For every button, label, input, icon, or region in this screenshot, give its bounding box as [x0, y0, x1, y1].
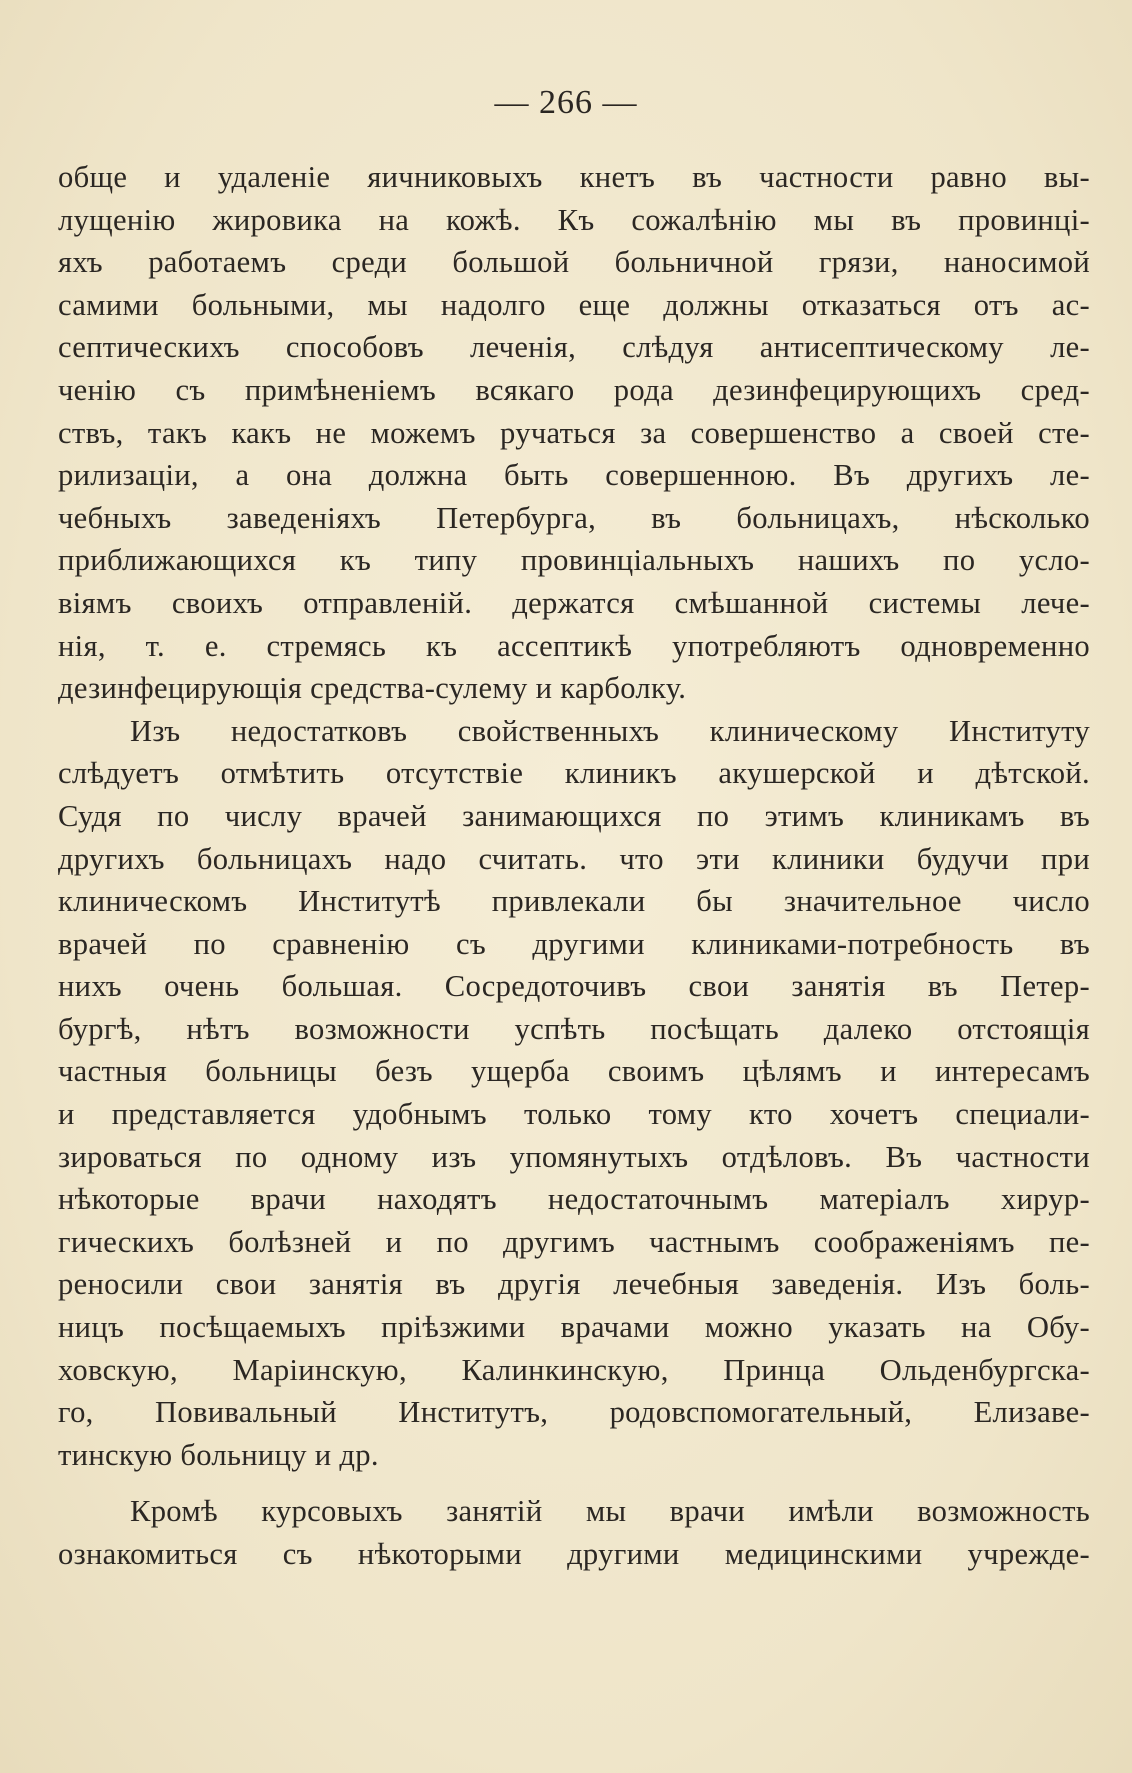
- text-line: яхъ работаемъ среди большой больничной грязи, наносимой: [58, 245, 1090, 280]
- page-number: — 266 —: [494, 84, 638, 121]
- text-line: дезинфецирующія средства-сулему и карболку.: [58, 671, 687, 706]
- text-line: віямъ своихъ отправленій. держатся смѣшанной системы лече-: [58, 585, 1090, 620]
- text-line: зироваться по одному изъ упомянутыхъ отдѣловъ. Въ частности: [58, 1139, 1090, 1174]
- paragraph: [58, 156, 1090, 710]
- text-line: ченію съ примѣненіемъ всякаго рода дезинфецирующихъ сред-: [58, 372, 1090, 407]
- text-line: тинскую больницу и др.: [58, 1437, 379, 1472]
- text-line: нѣкоторые врачи находятъ недостаточнымъ матеріалъ хирур-: [58, 1182, 1090, 1217]
- text-line: лущенію жировика на кожѣ. Къ сожалѣнію мы въ провинці-: [58, 202, 1090, 237]
- text-line: врачей по сравненію съ другими клиниками-потребность въ: [58, 926, 1090, 961]
- text-line: приближающихся къ типу провинціальныхъ нашихъ по усло-: [58, 543, 1090, 578]
- text-line: клиническомъ Институтѣ привлекали бы значительное число: [58, 884, 1090, 919]
- text-line: нихъ очень большая. Сосредоточивъ свои занятія въ Петер-: [58, 969, 1090, 1004]
- text-line: ствъ, такъ какъ не можемъ ручаться за совершенство а своей сте-: [58, 415, 1090, 450]
- text-line: слѣдуетъ отмѣтить отсутствіе клиникъ акушерской и дѣтской.: [58, 756, 1090, 791]
- body-text: [58, 156, 1090, 1576]
- text-line: чебныхъ заведеніяхъ Петербурга, въ больницахъ, нѣсколько: [58, 500, 1090, 535]
- text-line: другихъ больницахъ надо считать. что эти клиники будучи при: [58, 841, 1090, 876]
- text-line: реносили свои занятія въ другія лечебныя заведенія. Изъ боль-: [58, 1267, 1090, 1302]
- text-line: бургѣ, нѣтъ возможности успѣть посѣщать далеко отстоящія: [58, 1011, 1090, 1046]
- text-line: рилизаціи, а она должна быть совершенною. Въ другихъ ле-: [58, 458, 1090, 493]
- text-line: ховскую, Маріинскую, Калинкинскую, Принца Ольденбургска-: [58, 1352, 1090, 1387]
- paragraph: [58, 710, 1090, 1477]
- text-line: обще и удаленіе яичниковыхъ кнетъ въ частности равно вы-: [58, 160, 1090, 194]
- paragraph: [58, 1490, 1090, 1575]
- paragraph-gap: [58, 1476, 1090, 1490]
- text-line: ницъ посѣщаемыхъ пріѣзжими врачами можно указать на Обу-: [58, 1310, 1090, 1345]
- text-line: Судя по числу врачей занимающихся по этимъ клиникамъ въ: [58, 798, 1090, 833]
- text-line: нія, т. е. стремясь къ ассептикѣ употребляютъ одновременно: [58, 628, 1090, 663]
- text-line: го, Повивальный Институтъ, родовспомогательный, Елизаве-: [58, 1395, 1090, 1430]
- text-line: Изъ недостатковъ свойственныхъ клиническому Институту: [130, 713, 1090, 748]
- text-line: гическихъ болѣзней и по другимъ частнымъ соображеніямъ пе-: [58, 1224, 1090, 1259]
- text-line: и представляется удобнымъ только тому кто хочетъ специали-: [58, 1097, 1090, 1132]
- text-line: септическихъ способовъ леченія, слѣдуя антисептическому ле-: [58, 330, 1090, 365]
- text-line: самими больными, мы надолго еще должны отказаться отъ ас-: [58, 287, 1090, 322]
- text-line: ознакомиться съ нѣкоторыми другими медицинскими учрежде-: [58, 1537, 1090, 1571]
- text-line: Кромѣ курсовыхъ занятій мы врачи имѣли возможность: [130, 1494, 1090, 1529]
- text-line: частныя больницы безъ ущерба своимъ цѣлямъ и интересамъ: [58, 1054, 1090, 1089]
